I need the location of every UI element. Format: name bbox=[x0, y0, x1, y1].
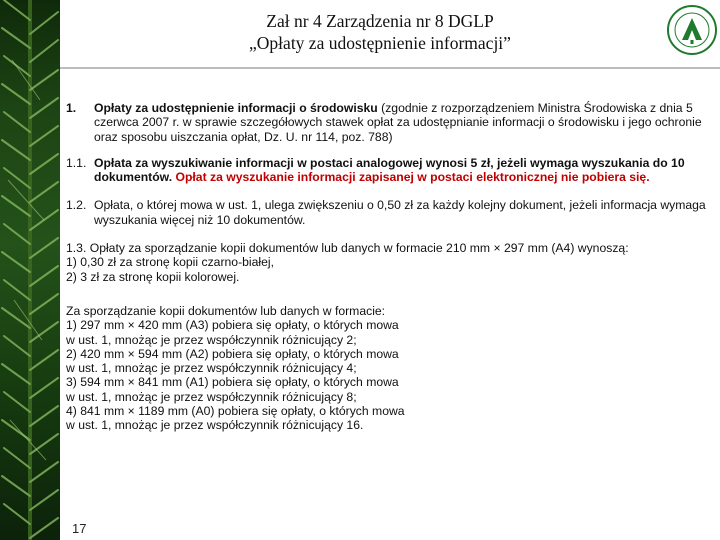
section-1-1-text: Opłata za wyszukiwanie informacji w postaci analogowej wynosi 5 zł, jeżeli wymaga wyszukania do 10 dokumentów. bbox=[94, 155, 685, 185]
slide-content bbox=[66, 101, 712, 433]
copy-formats-line: 1) 297 mm × 420 mm (A3) pobiera się opłaty, o których mowa bbox=[66, 318, 399, 333]
section-1-2 bbox=[66, 198, 712, 227]
title-line-2: „Opłaty za udostępnienie informacji” bbox=[249, 33, 511, 53]
copy-formats-line: w ust. 1, mnożąc je przez współczynnik różnicujący 16. bbox=[66, 418, 364, 433]
section-1-heading: Opłaty za udostępnienie informacji o środowisku bbox=[94, 101, 378, 115]
section-1-number: 1. bbox=[66, 101, 77, 115]
copy-formats-line: 4) 841 mm × 1189 mm (A0) pobiera się opłaty, o których mowa bbox=[66, 404, 405, 419]
section-1-1-red-text: Opłat za wyszukanie informacji zapisanej w postaci elektronicznej nie pobiera się. bbox=[172, 170, 650, 185]
title-line-1: Zał nr 4 Zarządzenia nr 8 DGLP bbox=[266, 11, 494, 31]
page-number: 17 bbox=[72, 521, 87, 536]
pine-needles-decoration bbox=[0, 0, 60, 540]
lasy-panstwowe-logo-icon bbox=[666, 4, 718, 56]
section-1-1 bbox=[66, 156, 712, 185]
section-1-3 bbox=[66, 241, 712, 284]
section-1-3-line: 2) 3 zł za stronę kopii kolorowej. bbox=[66, 269, 240, 284]
section-1 bbox=[66, 101, 712, 144]
section-1-3-line: 1.3. Opłaty za sporządzanie kopii dokumentów lub danych w formacie 210 mm × 297 mm (A4) wynoszą: bbox=[66, 241, 629, 256]
title-divider bbox=[60, 67, 720, 69]
copy-formats-line: w ust. 1, mnożąc je przez współczynnik różnicujący 4; bbox=[66, 361, 357, 376]
section-1-3-line: 1) 0,30 zł za stronę kopii czarno-białej, bbox=[66, 255, 274, 270]
copy-formats-line: w ust. 1, mnożąc je przez współczynnik różnicujący 2; bbox=[66, 332, 357, 347]
copy-formats-line: 3) 594 mm × 841 mm (A1) pobiera się opłaty, o których mowa bbox=[66, 375, 399, 390]
copy-formats-line: Za sporządzanie kopii dokumentów lub danych w formacie: bbox=[66, 303, 386, 318]
slide-title bbox=[150, 10, 610, 54]
section-1-1-number: 1.1. bbox=[66, 155, 87, 170]
section-1-2-number: 1.2. bbox=[66, 198, 87, 213]
section-1-text: (zgodnie z rozporządzeniem Ministra Środowiska z dnia 5 czerwca 2007 r. w sprawie szczegółowych stawek opłat za udostępnianie informacji o środowisku i jego ochronie oraz sposobu uiszczania opłat, Dz. U. nr 114, poz. 788) bbox=[94, 101, 702, 144]
section-1-2-text: Opłata, o której mowa w ust. 1, ulega zwiększeniu o 0,50 zł za każdy kolejny dokument, jeżeli informacja wymaga wyszukania więcej niż 10 dokumentów. bbox=[94, 198, 706, 227]
copy-formats-line: w ust. 1, mnożąc je przez współczynnik różnicujący 8; bbox=[66, 389, 357, 404]
copy-formats-line: 2) 420 mm × 594 mm (A2) pobiera się opłaty, o których mowa bbox=[66, 346, 399, 361]
section-copy-formats bbox=[66, 304, 712, 433]
